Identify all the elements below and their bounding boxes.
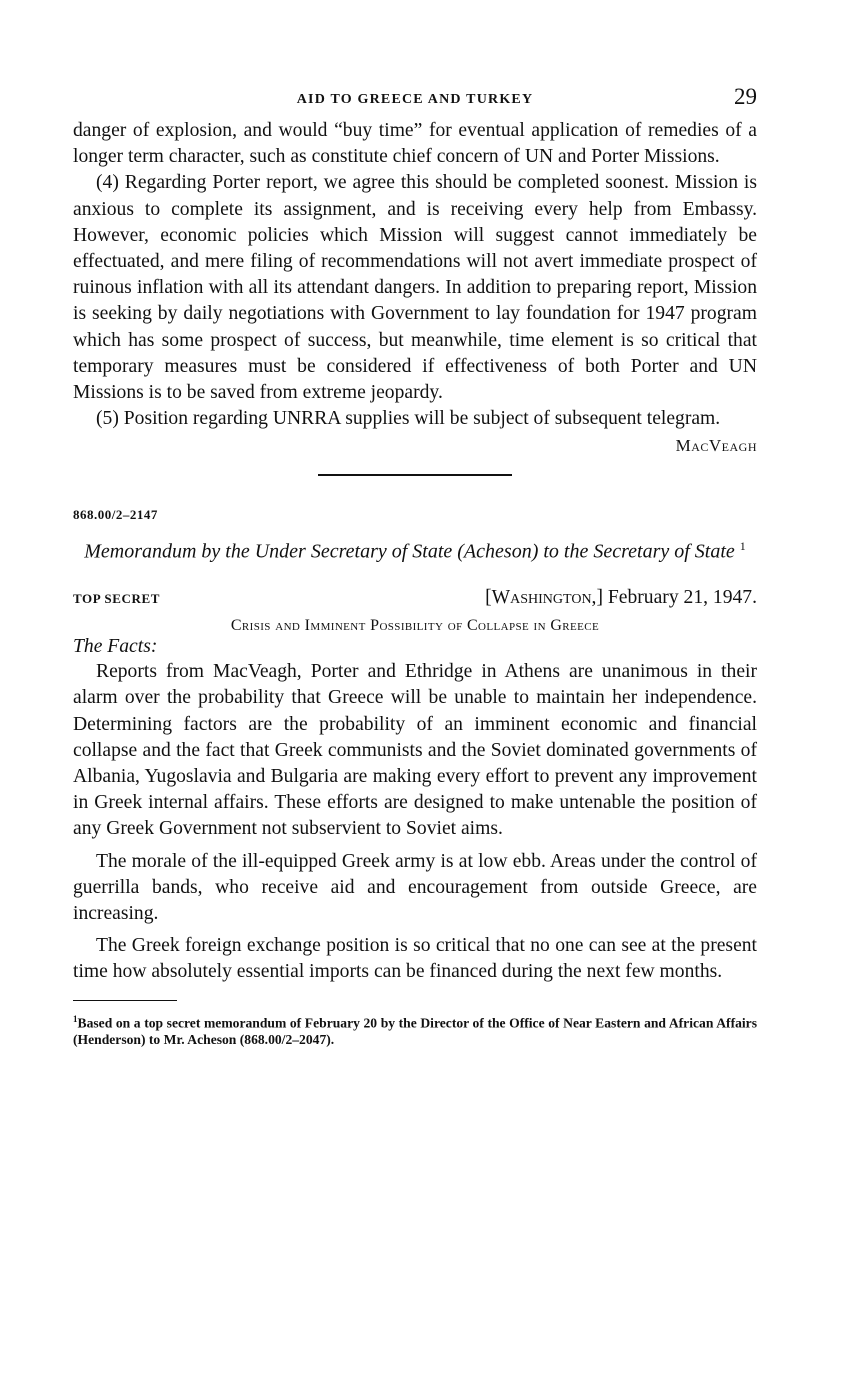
- footnote: [73, 1011, 757, 1049]
- signature: MacVeagh: [675, 436, 757, 456]
- footnote-marker[interactable]: 1: [739, 539, 746, 554]
- subject-heading: Crisis and Imminent Possibility of Collapse in Greece: [230, 617, 600, 635]
- document-title: [73, 533, 757, 565]
- classification-label: TOP SECRET: [73, 591, 161, 607]
- memo-meta-row: [73, 587, 757, 609]
- paragraph: The morale of the ill-equipped Greek army is at low ebb. Areas under the control of guerrilla bands, who receive aid and encouragement from outside Greece, are increasing.: [73, 850, 757, 924]
- document-page: [73, 82, 757, 1048]
- document-title-text: Memorandum by the Under Secretary of State (Acheson) to the Secretary of State: [84, 541, 735, 564]
- footnote-text: Based on a top secret memorandum of February 20 by the Director of the Office of Near Eastern and African Affairs (Henderson) to Mr. Acheson (868.00/2–2047).: [73, 1015, 757, 1047]
- paragraph: Reports from MacVeagh, Porter and Ethridge in Athens are unanimous in their alarm over the probability that Greece will be unable to maintain her independence. Determining factors are the probability of an imminent economic and financial collapse and the fact that Greek communists and the Soviet dominated governments of Albania, Yugoslavia and Bulgaria are making every effort to prevent any improvement in Greek internal affairs. These efforts are designed to make untenable the position of any Greek Government not subservient to Soviet aims.: [73, 661, 757, 840]
- footnote-divider: [73, 1000, 177, 1001]
- section-divider: [318, 474, 512, 476]
- dateline-place: [Washington,]: [485, 587, 603, 609]
- paragraph: (4) Regarding Porter report, we agree this should be completed soonest. Mission is anxious to complete its assignment, and is receiving every help from Embassy. However, economic policies which Mission will suggest cannot immediately be effectuated, and mere filing of recommendations will not avert immediate prospect of ruinous inflation with all its attendant dangers. In addition to preparing report, Mission is seeking by daily negotiations with Government to lay foundation for 1947 program which has some prospect of success, but meanwhile, time element is so critical that temporary measures must be considered if effectiveness of both Porter and UN Missions is to be saved from extreme jeopardy.: [73, 172, 757, 404]
- page-number: 29: [734, 84, 757, 109]
- running-head: [73, 82, 757, 118]
- footnote-number: 1: [73, 1013, 78, 1024]
- file-number: 868.00/2–2147: [73, 507, 158, 523]
- running-title: AID TO GREECE AND TURKEY: [296, 92, 534, 107]
- previous-document-continuation: [73, 118, 757, 458]
- facts-heading: The Facts:: [73, 636, 158, 658]
- dateline: [485, 587, 757, 609]
- dateline-date: February 21, 1947.: [607, 587, 757, 609]
- paragraph: danger of explosion, and would “buy time” for eventual application of remedies of a longer term character, such as constitute chief concern of UN and Porter Missions.: [73, 120, 757, 168]
- paragraph: (5) Position regarding UNRRA supplies will be subject of subsequent telegram.: [96, 408, 721, 430]
- paragraph: The Greek foreign exchange position is so critical that no one can see at the present time how absolutely essential imports can be financed during the next few months.: [73, 935, 757, 983]
